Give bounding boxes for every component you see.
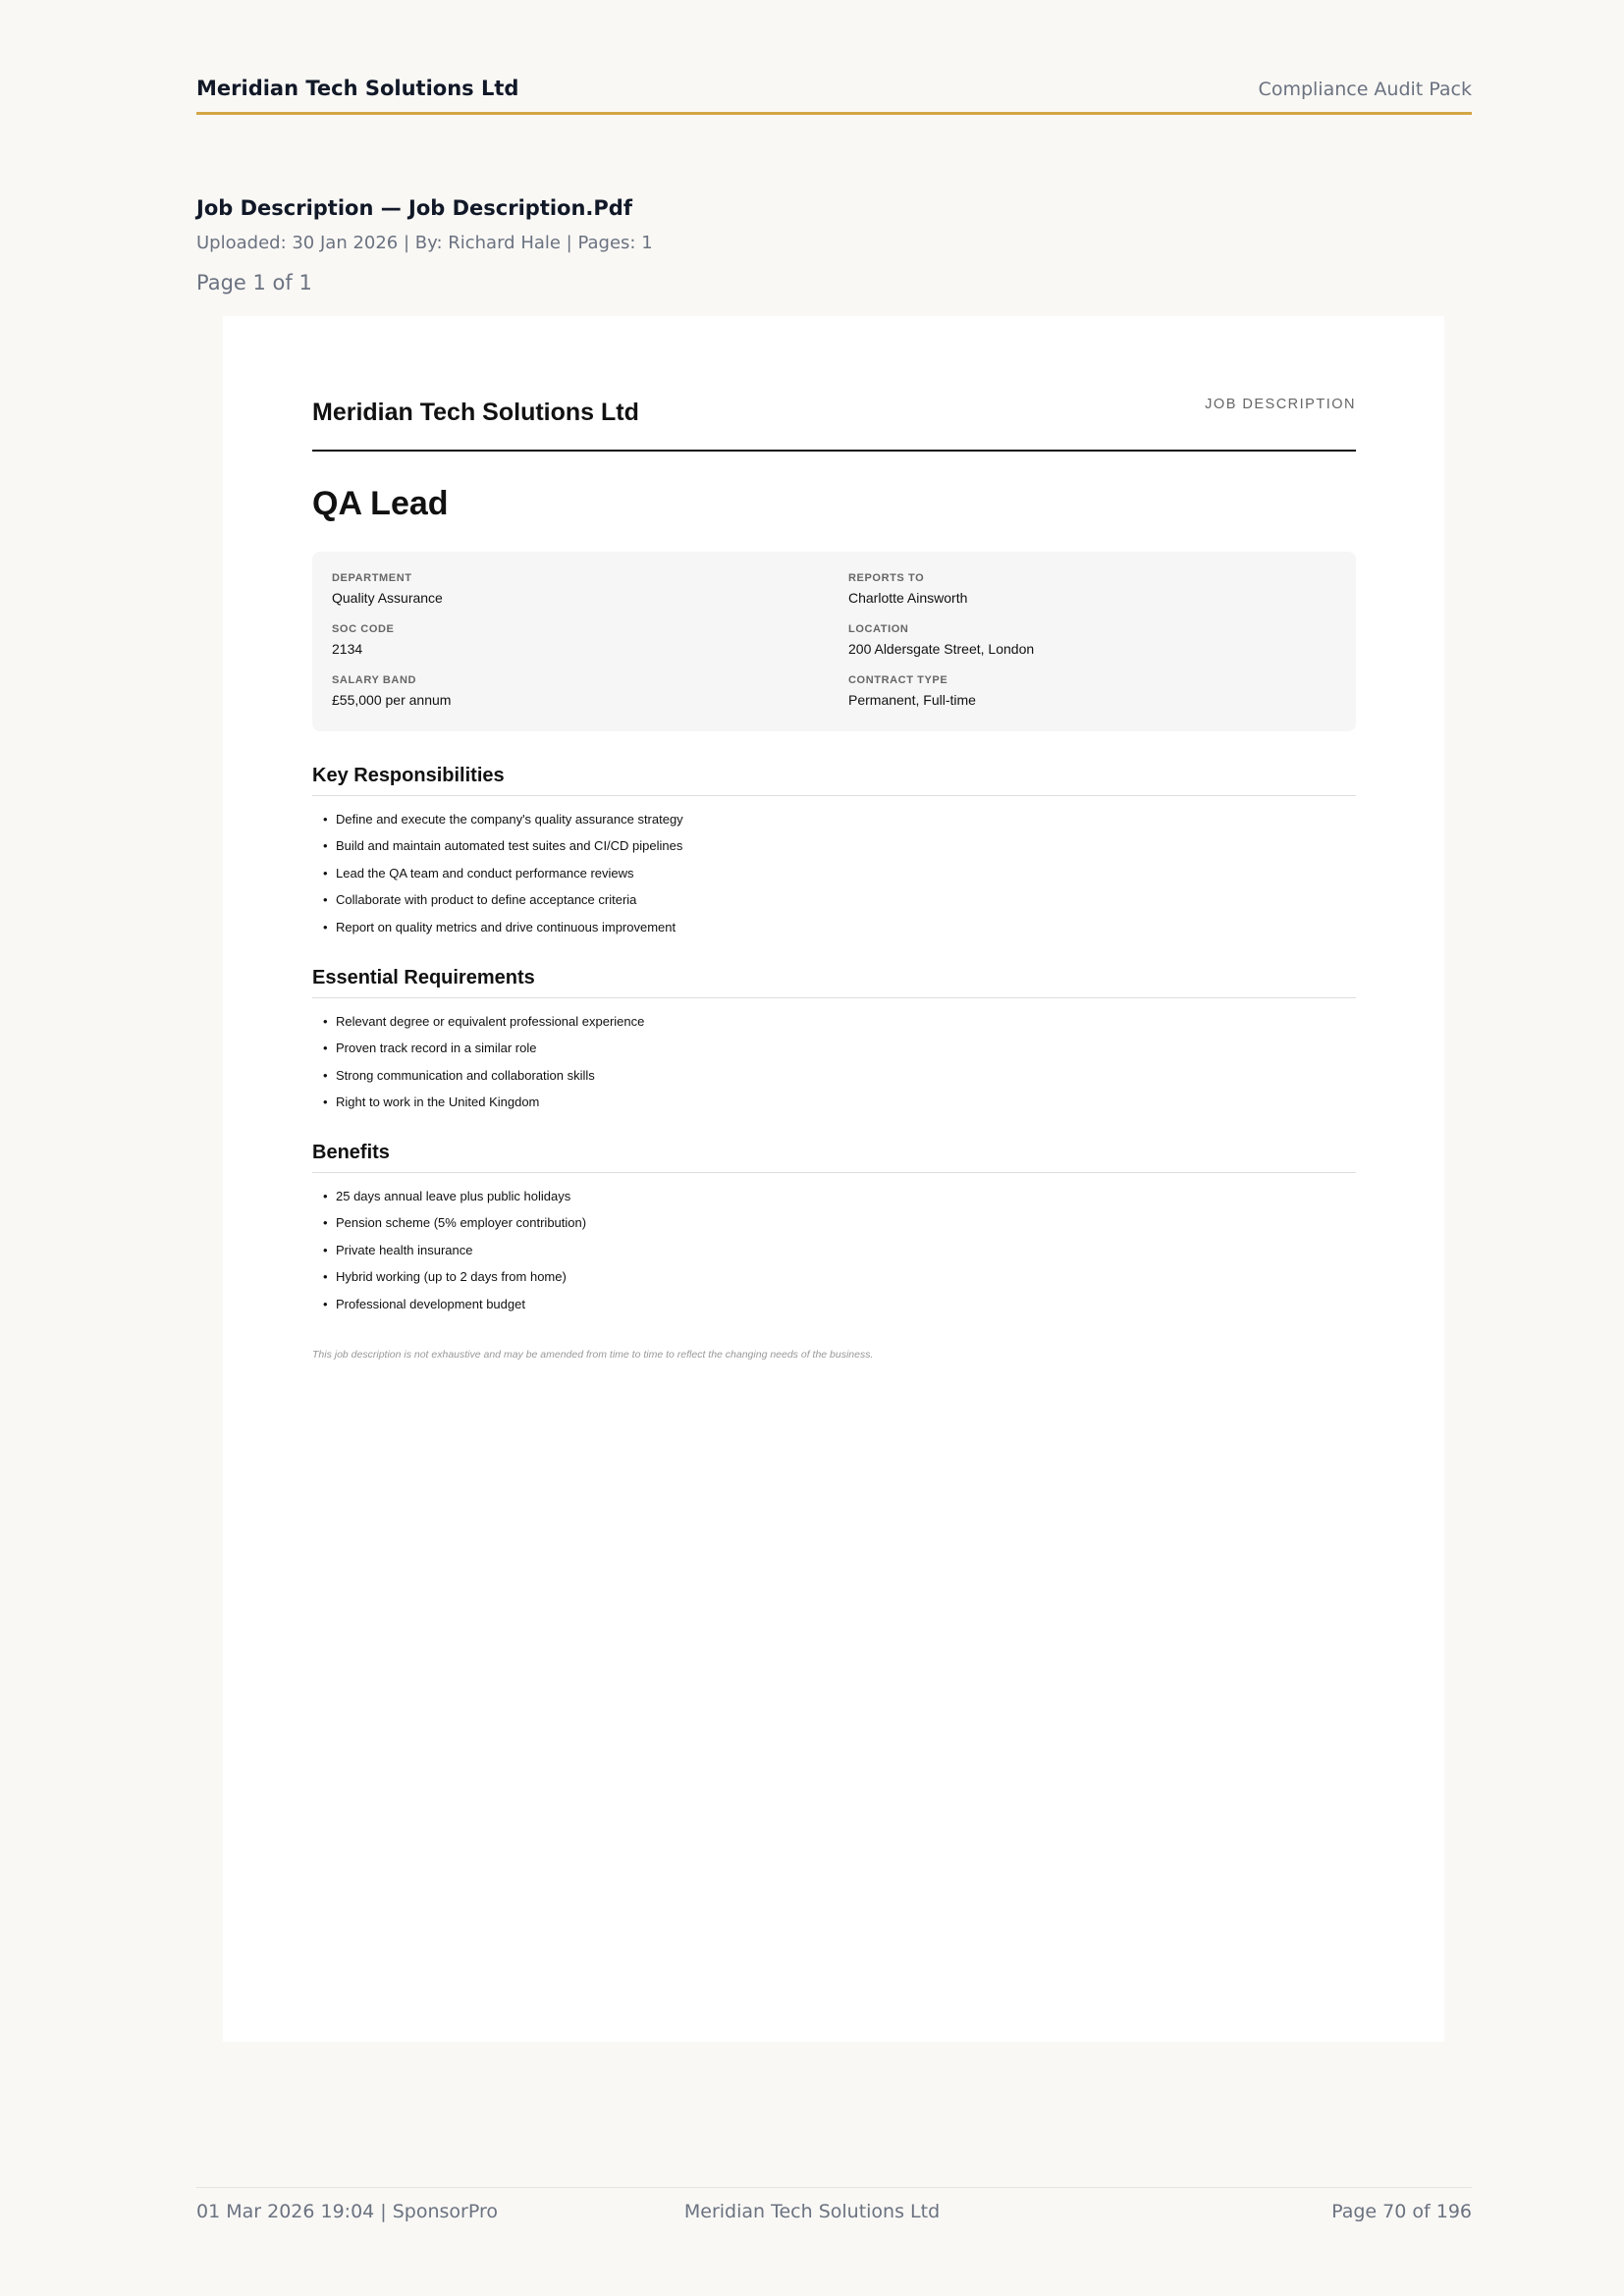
- detail-value: Charlotte Ainsworth: [848, 590, 968, 606]
- list-item: • 25 days annual leave plus public holidays: [312, 1183, 1356, 1209]
- document-page: [223, 316, 1444, 2042]
- detail-label: DEPARTMENT: [332, 572, 412, 584]
- list-item: • Strong communication and collaboration skills: [312, 1062, 1356, 1089]
- list-item: • Collaborate with product to define acceptance criteria: [312, 886, 1356, 913]
- paper-company: Meridian Tech Solutions Ltd: [312, 399, 639, 426]
- detail-department: [332, 572, 803, 606]
- detail-label: LOCATION: [848, 623, 909, 635]
- document-meta: Uploaded: 30 Jan 2026 | By: Richard Hale | Pages: 1: [196, 233, 653, 253]
- paper-rule: [312, 450, 1356, 452]
- footer-company: Meridian Tech Solutions Ltd: [683, 2201, 941, 2222]
- list-item: • Private health insurance: [312, 1237, 1356, 1263]
- list-item: • Hybrid working (up to 2 days from home): [312, 1263, 1356, 1290]
- document-title: Job Description — Job Description.Pdf: [196, 196, 632, 220]
- section-heading: Key Responsibilities: [312, 765, 1356, 796]
- role-title: QA Lead: [312, 485, 449, 522]
- list-item: • Proven track record in a similar role: [312, 1035, 1356, 1061]
- list-item: • Right to work in the United Kingdom: [312, 1089, 1356, 1115]
- detail-label: SALARY BAND: [332, 674, 417, 686]
- footer-timestamp: 01 Mar 2026 19:04 | SponsorPro: [196, 2201, 498, 2222]
- detail-value: £55,000 per annum: [332, 692, 452, 708]
- details-box: [312, 552, 1356, 731]
- paper-doc-type: JOB DESCRIPTION: [1205, 397, 1356, 412]
- list-item: • Pension scheme (5% employer contribution): [312, 1209, 1356, 1236]
- list-item: • Professional development budget: [312, 1291, 1356, 1317]
- list-item: • Report on quality metrics and drive continuous improvement: [312, 914, 1356, 940]
- section-heading: Benefits: [312, 1142, 1356, 1173]
- page-indicator: Page 1 of 1: [196, 271, 312, 294]
- header-divider: [196, 112, 1472, 115]
- detail-contract-type: [848, 674, 1320, 708]
- detail-value: Permanent, Full-time: [848, 692, 976, 708]
- detail-label: REPORTS TO: [848, 572, 925, 584]
- header-company: Meridian Tech Solutions Ltd: [196, 77, 519, 100]
- section-benefits: [312, 1142, 1356, 1317]
- header-pack-title: Compliance Audit Pack: [1258, 79, 1472, 100]
- list-item: • Build and maintain automated test suites and CI/CD pipelines: [312, 832, 1356, 859]
- detail-label: SOC CODE: [332, 623, 395, 635]
- detail-value: 200 Aldersgate Street, London: [848, 641, 1035, 657]
- section-key-responsibilities: [312, 765, 1356, 940]
- detail-salary-band: [332, 674, 803, 708]
- section-heading: Essential Requirements: [312, 967, 1356, 998]
- list-item: • Lead the QA team and conduct performance reviews: [312, 860, 1356, 886]
- footer-divider: [196, 2187, 1472, 2188]
- detail-reports-to: [848, 572, 1320, 606]
- section-essential-requirements: [312, 967, 1356, 1116]
- disclaimer: This job description is not exhaustive and may be amended from time to time to reflect the changing needs of the business.: [312, 1349, 874, 1361]
- footer-page-number: Page 70 of 196: [1331, 2201, 1472, 2222]
- list-item: • Define and execute the company's quality assurance strategy: [312, 806, 1356, 832]
- detail-location: [848, 623, 1320, 657]
- detail-label: CONTRACT TYPE: [848, 674, 948, 686]
- detail-value: Quality Assurance: [332, 590, 443, 606]
- detail-value: 2134: [332, 641, 363, 657]
- detail-soc-code: [332, 623, 803, 657]
- list-item: • Relevant degree or equivalent professional experience: [312, 1008, 1356, 1035]
